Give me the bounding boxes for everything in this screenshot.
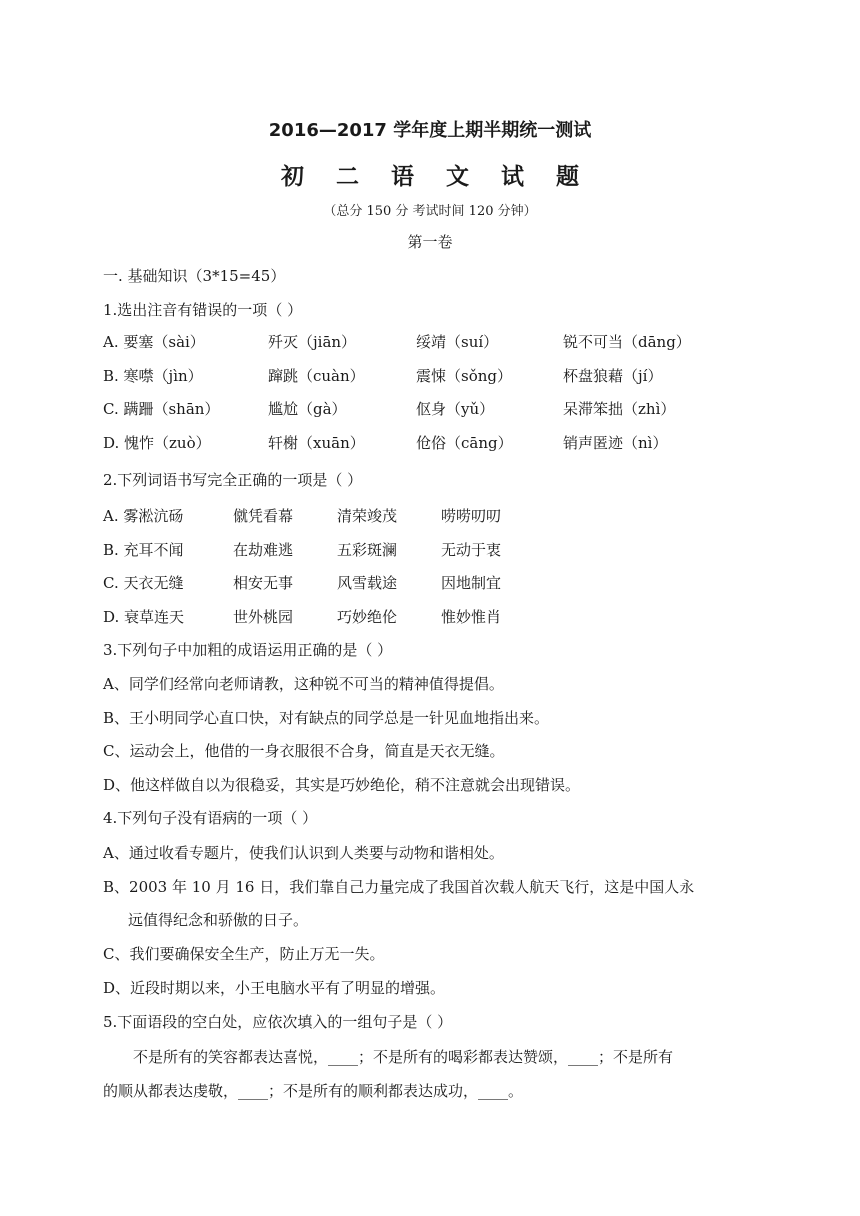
q1-b-item-3: 震悚（sǒng） <box>416 367 512 385</box>
q1-c-item-2: 尴尬（gà） <box>268 400 347 418</box>
q2-option-c: C. 天衣无缝 <box>103 574 184 592</box>
q2-a-item-3: 清荣竣茂 <box>337 507 398 525</box>
q1-d-item-3: 伧俗（cāng） <box>416 434 513 452</box>
q2-c-item-2: 相安无事 <box>233 574 294 592</box>
volume-label: 第一卷 <box>407 233 453 251</box>
question-3-stem: 3.下列句子中加粗的成语运用正确的是（ ） <box>103 641 393 659</box>
q3-option-b: B、王小明同学心直口快，对有缺点的同学总是一针见血地指出来。 <box>103 709 550 727</box>
question-5-stem: 5.下面语段的空白处，应依次填入的一组句子是（ ） <box>103 1013 453 1031</box>
q1-b-item-4: 杯盘狼藉（jí） <box>563 367 663 385</box>
q1-option-a: A. 要塞（sài） <box>103 333 205 351</box>
q4-option-a: A、通过收看专题片，使我们认识到人类要与动物和谐相处。 <box>103 844 504 862</box>
q4-option-d: D、近段时期以来，小王电脑水平有了明显的增强。 <box>103 979 446 997</box>
question-1-stem: 1.选出注音有错误的一项（ ） <box>103 301 303 319</box>
q2-option-d: D. 衰草连天 <box>103 608 185 626</box>
exam-info: （总分 150 分 考试时间 120 分钟） <box>323 204 537 219</box>
q4-option-b-continued: 远值得纪念和骄傲的日子。 <box>128 911 309 929</box>
exam-title: 初 二 语 文 试 题 <box>280 164 592 190</box>
q3-option-d: D、他这样做自以为很稳妥，其实是巧妙绝伦，稍不注意就会出现错误。 <box>103 776 581 794</box>
q1-d-item-2: 轩榭（xuān） <box>268 434 365 452</box>
q2-d-item-2: 世外桃园 <box>233 608 294 626</box>
q2-b-item-4: 无动于衷 <box>441 541 502 559</box>
q1-option-b: B. 寒噤（jìn） <box>103 367 203 385</box>
q1-a-item-4: 锐不可当（dāng） <box>563 333 691 351</box>
q1-c-item-4: 呆滞笨拙（zhì） <box>563 400 676 418</box>
q1-b-item-2: 蹿跳（cuàn） <box>268 367 365 385</box>
school-year-title: 2016—2017 学年度上期半期统一测试 <box>268 120 592 141</box>
q2-a-item-4: 唠唠叨叨 <box>441 507 502 525</box>
question-4-stem: 4.下列句子没有语病的一项（ ） <box>103 809 318 827</box>
q3-option-a: A、同学们经常向老师请教，这种锐不可当的精神值得提倡。 <box>103 675 504 693</box>
question-2-stem: 2.下列词语书写完全正确的一项是（ ） <box>103 471 363 489</box>
q3-option-c: C、运动会上，他借的一身衣服很不合身，简直是天衣无缝。 <box>103 742 505 760</box>
q2-option-a: A. 雾淞沆砀 <box>103 507 184 525</box>
q4-option-c: C、我们要确保安全生产，防止万无一失。 <box>103 945 385 963</box>
q1-option-c: C. 蹒跚（shān） <box>103 400 220 418</box>
q2-d-item-3: 巧妙绝伦 <box>337 608 398 626</box>
q1-d-item-4: 销声匿迹（nì） <box>563 434 668 452</box>
section-heading: 一. 基础知识（3*15=45） <box>103 267 286 285</box>
q2-d-item-4: 惟妙惟肖 <box>441 608 502 626</box>
q5-passage-line-1: 不是所有的笑容都表达喜悦，____；不是所有的喝彩都表达赞颂，____；不是所有 <box>133 1048 674 1066</box>
q2-a-item-2: 僦凭看幕 <box>233 507 294 525</box>
q2-b-item-2: 在劫难逃 <box>233 541 294 559</box>
q1-c-item-3: 伛身（yǔ） <box>416 400 495 418</box>
q2-option-b: B. 充耳不闻 <box>103 541 184 559</box>
q1-a-item-2: 歼灭（jiān） <box>268 333 357 351</box>
q4-option-b: B、2003 年 10 月 16 日，我们靠自己力量完成了我国首次载人航天飞行，这是中国人永 <box>103 878 695 896</box>
q2-c-item-4: 因地制宜 <box>441 574 502 592</box>
q1-option-d: D. 愧怍（zuò） <box>103 434 211 452</box>
q2-c-item-3: 风雪载途 <box>337 574 398 592</box>
q2-b-item-3: 五彩斑澜 <box>337 541 398 559</box>
q5-passage-line-2: 的顺从都表达虔敬，____；不是所有的顺利都表达成功，____。 <box>103 1082 524 1100</box>
q1-a-item-3: 绥靖（suí） <box>416 333 499 351</box>
